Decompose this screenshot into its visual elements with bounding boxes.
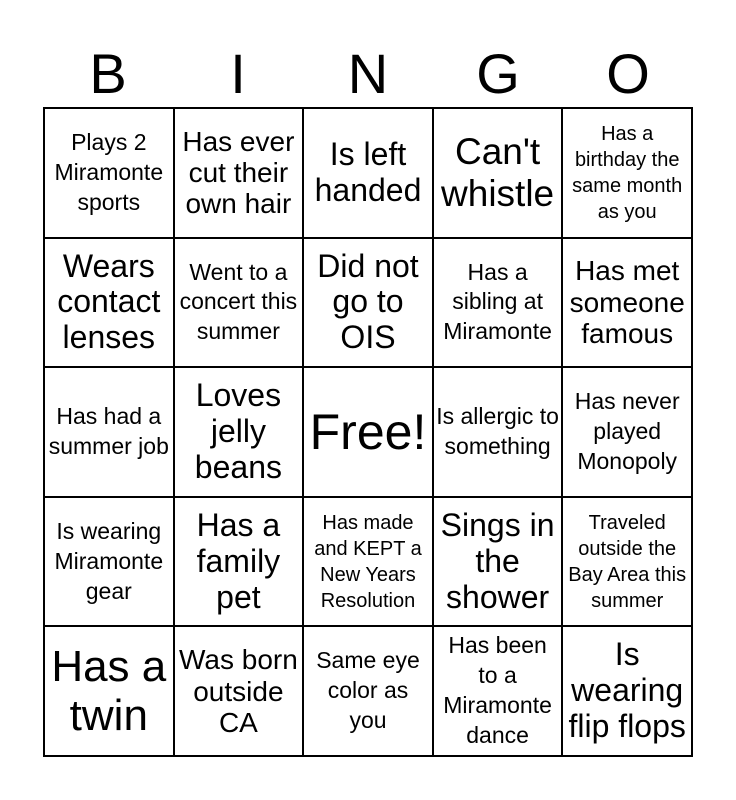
bingo-cell[interactable] [174, 626, 304, 756]
bingo-cell-text: Loves jelly beans [194, 377, 282, 485]
bingo-cell[interactable] [44, 626, 174, 756]
bingo-cell-text: Has a birthday the same month as you [572, 122, 683, 223]
bingo-cell[interactable] [174, 497, 304, 627]
bingo-cell[interactable] [174, 367, 304, 497]
bingo-cell[interactable] [433, 108, 563, 238]
header-letter-g: G [476, 42, 520, 105]
bingo-cell[interactable] [562, 626, 692, 756]
bingo-cell-text: Sings in the shower [440, 506, 555, 615]
bingo-cell-text: Did not go to OIS [317, 247, 419, 356]
header-letter-i: I [230, 42, 246, 105]
bingo-cell-text: Has never played Monopoly [574, 388, 680, 474]
bingo-cell[interactable] [174, 108, 304, 238]
bingo-cell[interactable] [562, 367, 692, 497]
bingo-board [43, 107, 693, 757]
bingo-cell[interactable] [44, 497, 174, 627]
bingo-cell-text: Has had a summer job [48, 403, 169, 459]
bingo-cell[interactable] [174, 238, 304, 368]
bingo-cell[interactable] [433, 238, 563, 368]
bingo-cell[interactable] [303, 497, 433, 627]
bingo-cell[interactable] [562, 108, 692, 238]
bingo-cell-text: Is wearing Miramonte gear [54, 517, 164, 604]
bingo-cell[interactable] [433, 367, 563, 497]
bingo-cell-text: Plays 2 Miramonte sports [54, 128, 164, 215]
bingo-cell[interactable] [562, 238, 692, 368]
bingo-cell-text: Can't whistle [441, 131, 555, 214]
bingo-cell[interactable] [44, 238, 174, 368]
free-space[interactable] [303, 367, 433, 497]
header-letter-o: O [606, 42, 650, 105]
bingo-cell[interactable] [562, 497, 692, 627]
bingo-cell[interactable] [303, 238, 433, 368]
bingo-cell[interactable] [433, 497, 563, 627]
bingo-cell[interactable] [44, 367, 174, 497]
bingo-cell[interactable] [303, 108, 433, 238]
bingo-header [43, 40, 693, 108]
bingo-cell-text: Has met someone famous [569, 255, 685, 350]
header-letter-b: B [89, 42, 127, 105]
bingo-cell[interactable] [303, 626, 433, 756]
bingo-cell-text: Same eye color as you [316, 647, 420, 734]
bingo-cell-text: Has ever cut their own hair [182, 125, 295, 220]
bingo-cell[interactable] [44, 108, 174, 238]
bingo-cell-text: Has a sibling at Miramonte [443, 258, 552, 345]
bingo-cell-text: Traveled outside the Bay Area this summer [568, 511, 687, 612]
header-letter-n: N [347, 42, 389, 105]
bingo-cell-text: Has been to a Miramonte dance [443, 632, 552, 749]
bingo-cell-text: Wears contact lenses [57, 247, 161, 356]
bingo-cell-text: Went to a concert this summer [179, 258, 298, 345]
bingo-cell-text: Has a twin [51, 641, 167, 741]
bingo-cell-text: Was born outside CA [179, 644, 298, 738]
bingo-cell[interactable] [433, 626, 563, 756]
bingo-cell-text: Is allergic to something [436, 403, 559, 459]
bingo-cell-text: Has made and KEPT a New Years Resolution [314, 511, 422, 612]
bingo-cell-text: Is left handed [314, 135, 422, 208]
bingo-cell-text: Is wearing flip flops [568, 636, 686, 745]
bingo-cell-text: Has a family pet [196, 506, 281, 615]
bingo-cell-text: Free! [309, 403, 427, 460]
